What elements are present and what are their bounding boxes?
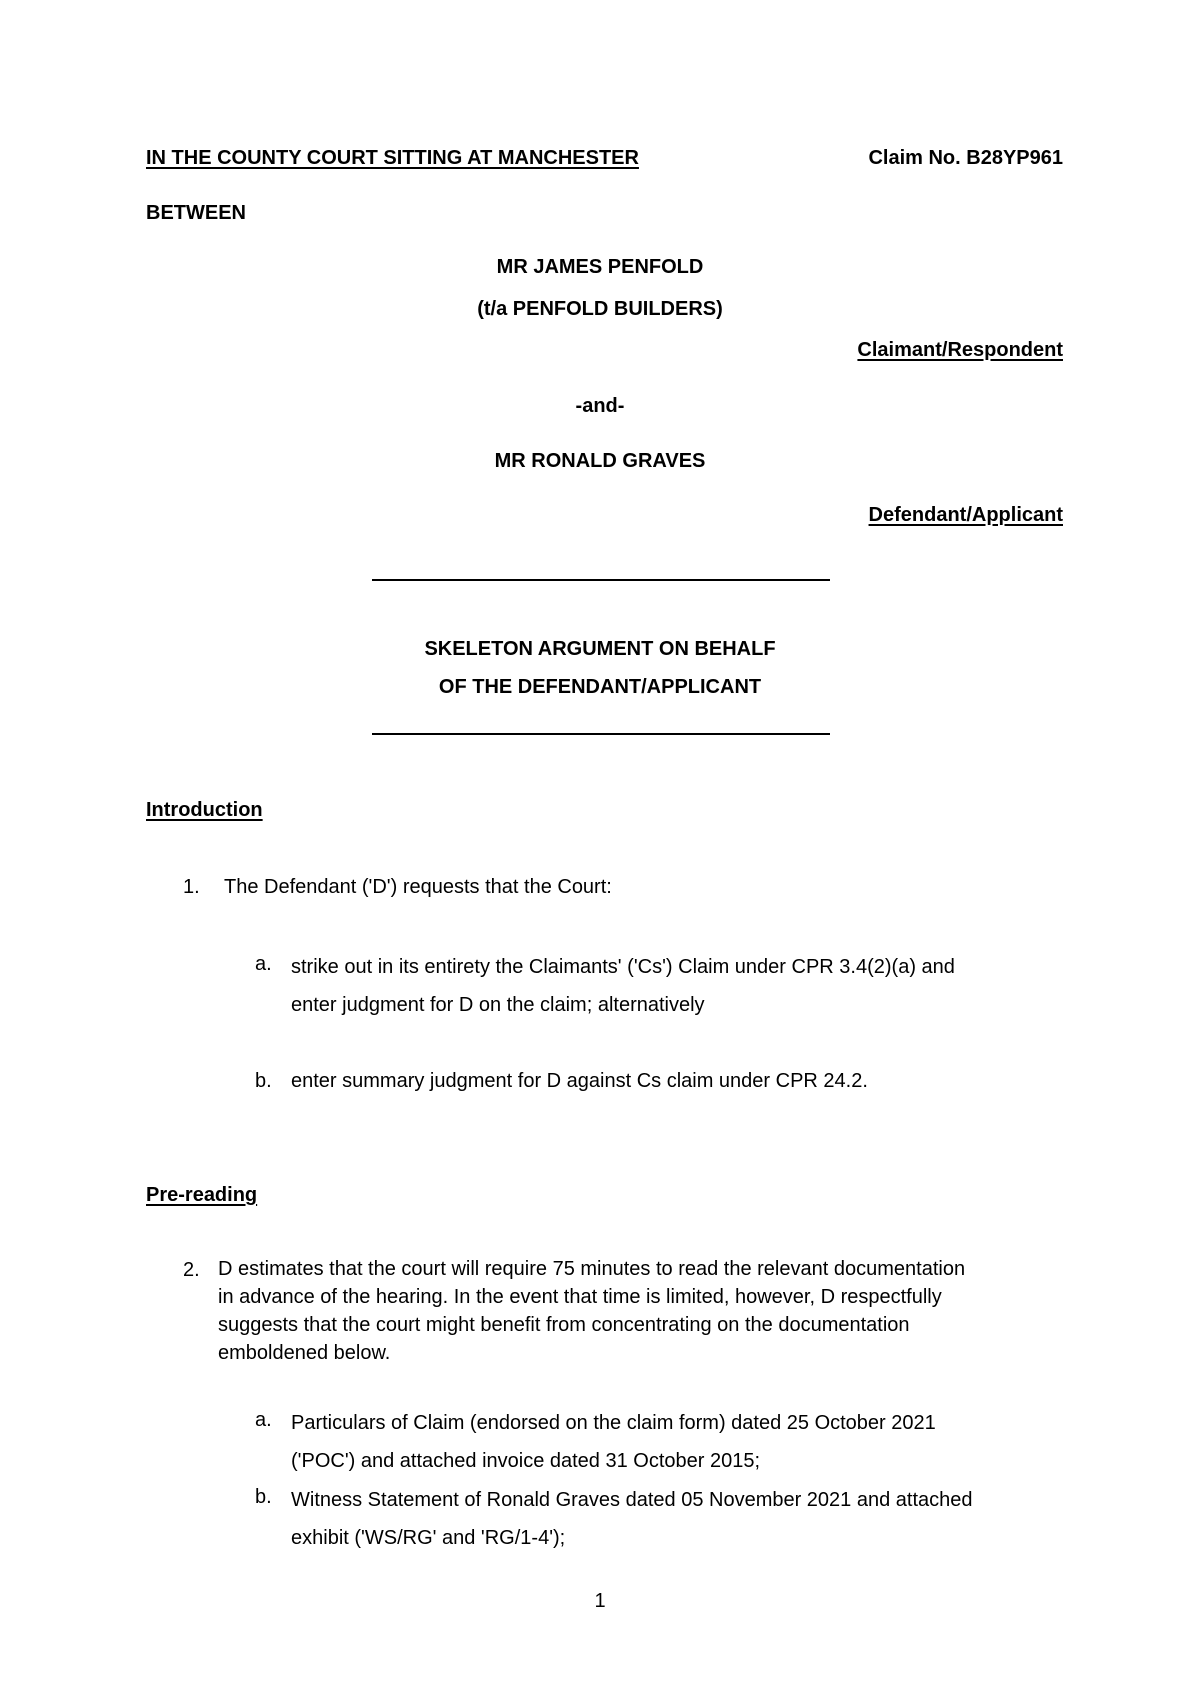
intro-item-a-line-1: strike out in its entirety the Claimants' ('Cs') Claim under CPR 3.4(2)(a) and — [291, 956, 955, 978]
paragraph-number-2: 2. — [183, 1259, 200, 1281]
paragraph-2-line-1: D estimates that the court will require 75 minutes to read the relevant documentation — [218, 1258, 966, 1280]
claim-number: Claim No. B28YP961 — [868, 147, 1063, 169]
paragraph-2-line-2: in advance of the hearing. In the event that time is limited, however, D respectfully — [218, 1286, 942, 1308]
and-separator: -and- — [575, 395, 625, 417]
prereading-item-a-marker: a. — [255, 1409, 272, 1431]
title-rule-top — [372, 579, 830, 581]
prereading-item-a — [291, 1404, 1060, 1480]
claimant-role: Claimant/Respondent — [857, 339, 1063, 361]
prereading-item-b — [291, 1481, 1060, 1557]
intro-item-b-marker: b. — [255, 1070, 272, 1092]
claimant-name: MR JAMES PENFOLD — [496, 256, 704, 278]
prereading-item-b-line-2: exhibit ('WS/RG' and 'RG/1-4'); — [291, 1527, 566, 1549]
prereading-item-b-marker: b. — [255, 1486, 272, 1508]
intro-item-b: enter summary judgment for D against Cs claim under CPR 24.2. — [291, 1070, 868, 1092]
title-rule-bottom — [372, 733, 830, 735]
prereading-item-b-line-1: Witness Statement of Ronald Graves dated 05 November 2021 and attached — [291, 1489, 973, 1511]
paragraph-number-1: 1. — [183, 876, 200, 898]
title-line-1: SKELETON ARGUMENT ON BEHALF — [424, 638, 776, 660]
page-number: 1 — [594, 1590, 606, 1612]
paragraph-2-line-4: emboldened below. — [218, 1342, 391, 1364]
paragraph-2-line-3: suggests that the court might benefit from concentrating on the documentation — [218, 1314, 910, 1336]
intro-item-a — [291, 948, 1060, 1024]
intro-item-a-line-2: enter judgment for D on the claim; alternatively — [291, 994, 705, 1016]
between-label: BETWEEN — [146, 202, 246, 224]
intro-item-a-marker: a. — [255, 953, 272, 975]
prereading-item-a-line-2: ('POC') and attached invoice dated 31 October 2015; — [291, 1450, 761, 1472]
court-heading: IN THE COUNTY COURT SITTING AT MANCHESTER — [146, 147, 639, 169]
claimant-trading-name: (t/a PENFOLD BUILDERS) — [477, 298, 723, 320]
defendant-role: Defendant/Applicant — [868, 504, 1063, 526]
prereading-item-a-line-1: Particulars of Claim (endorsed on the claim form) dated 25 October 2021 — [291, 1412, 936, 1434]
introduction-heading: Introduction — [146, 799, 263, 821]
defendant-name: MR RONALD GRAVES — [494, 450, 706, 472]
prereading-heading: Pre-reading — [146, 1184, 258, 1206]
paragraph-2-text — [218, 1255, 1068, 1367]
paragraph-1-text: The Defendant ('D') requests that the Court: — [224, 876, 612, 898]
title-line-2: OF THE DEFENDANT/APPLICANT — [438, 676, 762, 698]
